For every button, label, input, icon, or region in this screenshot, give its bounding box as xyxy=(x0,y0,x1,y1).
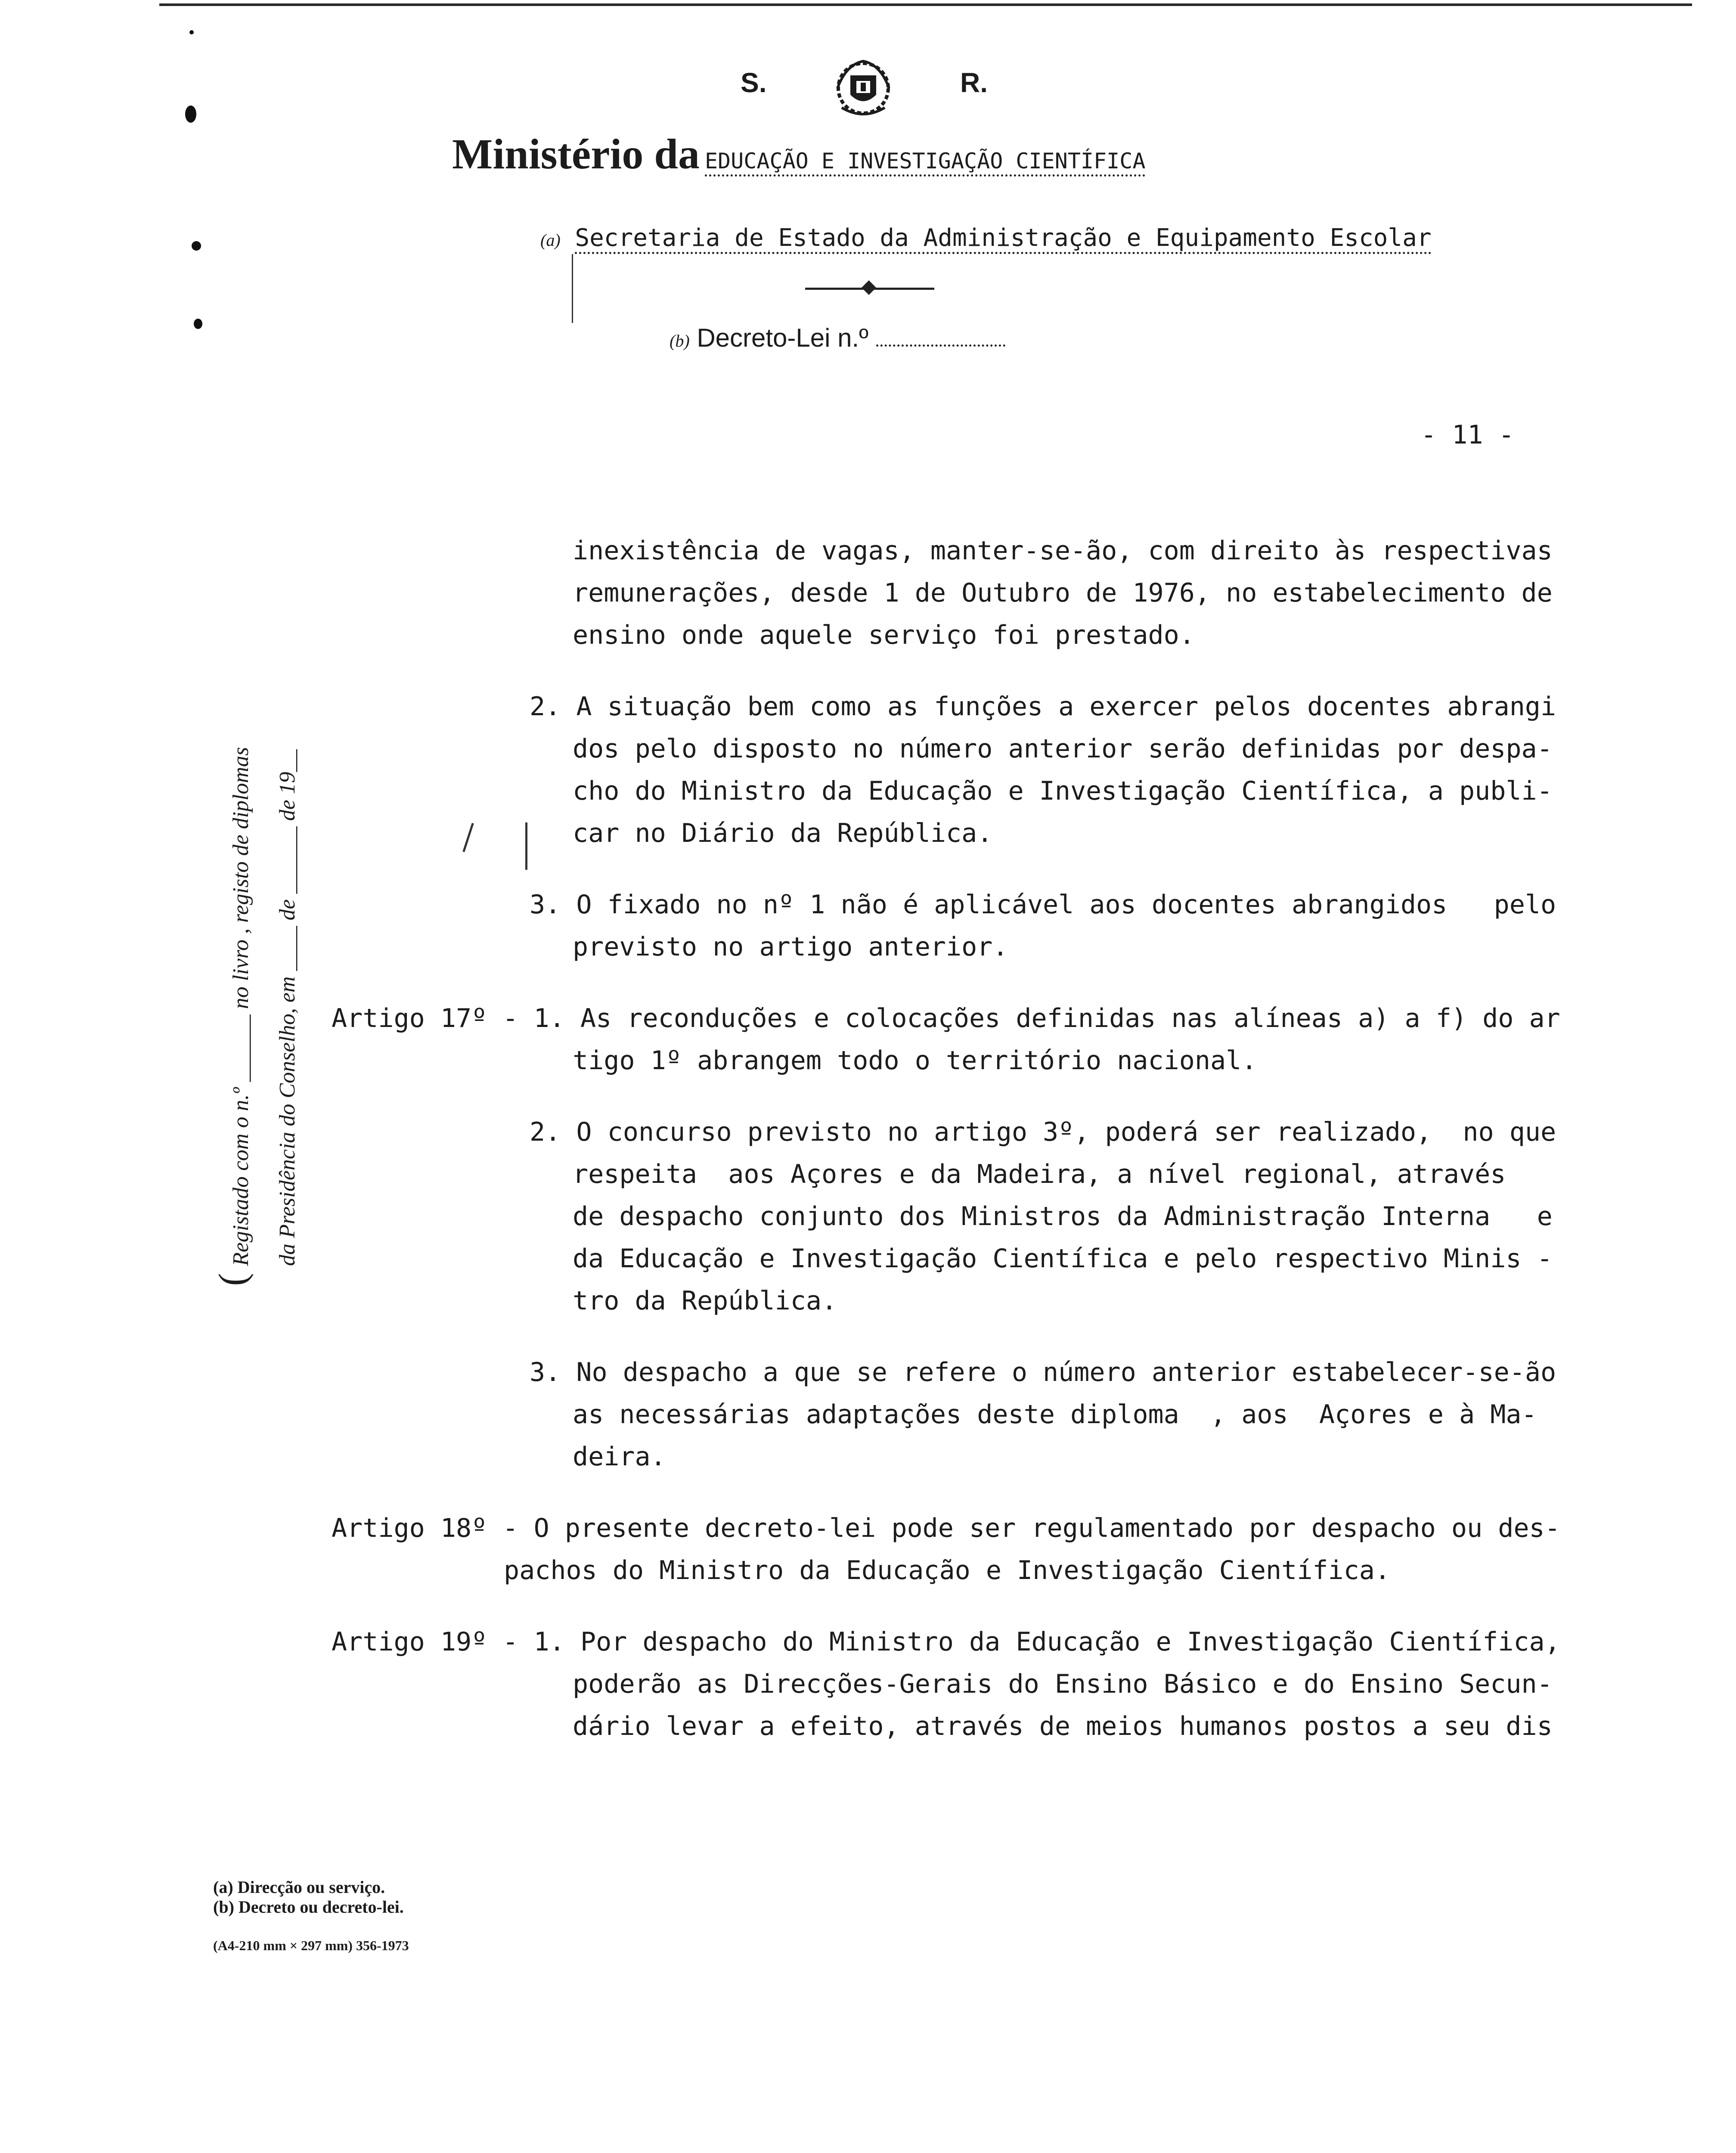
body-line: da Educação e Investigação Científica e pelo respectivo Minis - xyxy=(573,1244,1553,1274)
body-line: 3. No despacho a que se refere o número anterior estabelecer-se-ão xyxy=(530,1357,1556,1387)
secretaria-name: Secretaria de Estado da Administração e Equipamento Escolar xyxy=(575,224,1431,254)
paragraph-gap xyxy=(332,1591,1494,1621)
body-line: ensino onde aquele serviço foi prestado. xyxy=(573,620,1195,650)
body-line: deira. xyxy=(573,1442,666,1472)
scan-mark xyxy=(189,30,194,34)
paragraph-gap xyxy=(332,1082,1494,1111)
ministry-lead: Ministério da xyxy=(452,130,700,178)
bracket-mark: ( xyxy=(211,1273,254,1286)
scan-mark xyxy=(185,105,196,123)
body-line: tigo 1º abrangem todo o território nacional. xyxy=(573,1045,1257,1076)
body-line: cho do Ministro da Educação e Investigação Científica, a publi- xyxy=(573,776,1553,806)
sr-right: R. xyxy=(960,67,988,98)
scan-mark xyxy=(572,254,573,323)
body-line: Artigo 19º - 1. Por despacho do Ministro da Educação e Investigação Científica, xyxy=(332,1627,1560,1657)
ministry-title xyxy=(452,129,1145,179)
registration-line-2: da Presidência do Conselho, em ____ de ______ de 19__ xyxy=(275,749,300,1266)
body-line: respeita aos Açores e da Madeira, a nível regional, através xyxy=(573,1159,1506,1189)
body-line: Artigo 18º - O presente decreto-lei pode ser regulamentado por despacho ou des- xyxy=(332,1513,1560,1543)
decreto-line xyxy=(670,323,1005,353)
body-line: 2. O concurso previsto no artigo 3º, poderá ser realizado, no que xyxy=(530,1117,1556,1147)
scan-mark xyxy=(194,319,202,329)
body-line: 3. O fixado no nº 1 não é aplicável aos docentes abrangidos pelo xyxy=(530,890,1556,920)
body-line: tro da República. xyxy=(573,1286,837,1316)
top-rule xyxy=(159,3,1692,6)
secretaria-line xyxy=(540,224,1432,252)
form-reference: (A4-210 mm × 297 mm) 356-1973 xyxy=(213,1938,409,1953)
sr-left: S. xyxy=(741,67,767,98)
registration-margin xyxy=(224,495,319,1335)
paragraph-gap xyxy=(332,1478,1494,1507)
footnote-mark-a: (a) xyxy=(540,230,561,250)
paragraph-gap xyxy=(332,656,1494,686)
registration-line-1: Registado com o n.º ______ no livro , registo de diplomas xyxy=(229,747,253,1266)
footnote-a: (a) Direcção ou serviço. xyxy=(213,1877,385,1897)
footnotes xyxy=(213,1877,404,1917)
paragraph-gap xyxy=(332,854,1494,884)
decreto-number-blank xyxy=(876,344,1005,347)
ornament-diamond-icon xyxy=(862,280,876,295)
body-line: de despacho conjunto dos Ministros da Administração Interna e xyxy=(573,1201,1553,1232)
coat-of-arms-icon xyxy=(829,56,898,121)
paragraph-gap xyxy=(332,1322,1494,1351)
paragraph-gap xyxy=(332,968,1494,997)
body-line: poderão as Direcções-Gerais do Ensino Básico e do Ensino Secun- xyxy=(573,1669,1553,1699)
body-line: dos pelo disposto no número anterior serão definidas por despa- xyxy=(573,734,1553,764)
body-line: car no Diário da República. xyxy=(573,818,993,848)
scan-mark xyxy=(192,241,201,251)
footnote-mark-b: (b) xyxy=(670,331,690,351)
body-line: 2. A situação bem como as funções a exercer pelos docentes abrangi xyxy=(530,692,1556,722)
body-line: Artigo 17º - 1. As reconduções e colocações definidas nas alíneas a) a f) do ar xyxy=(332,1003,1560,1033)
body-line: pachos do Ministro da Educação e Investigação Científica. xyxy=(504,1555,1391,1585)
body-line: previsto no artigo anterior. xyxy=(573,932,1008,962)
letterhead-sr xyxy=(715,56,1042,121)
ministry-department: EDUCAÇÃO E INVESTIGAÇÃO CIENTÍFICA xyxy=(705,149,1146,177)
footnote-b: (b) Decreto ou decreto-lei. xyxy=(213,1897,404,1917)
body-line: as necessárias adaptações deste diploma , aos Açores e à Ma- xyxy=(573,1399,1537,1430)
body-line: inexistência de vagas, manter-se-ão, com direito às respectivas xyxy=(573,536,1553,566)
document-body xyxy=(332,530,1560,1747)
page-number: - 11 - xyxy=(1421,420,1514,450)
body-line: remunerações, desde 1 de Outubro de 1976, no estabelecimento de xyxy=(573,578,1553,608)
decreto-label: Decreto-Lei n.º xyxy=(697,323,869,352)
body-line: dário levar a efeito, através de meios humanos postos a seu dis xyxy=(573,1711,1553,1741)
